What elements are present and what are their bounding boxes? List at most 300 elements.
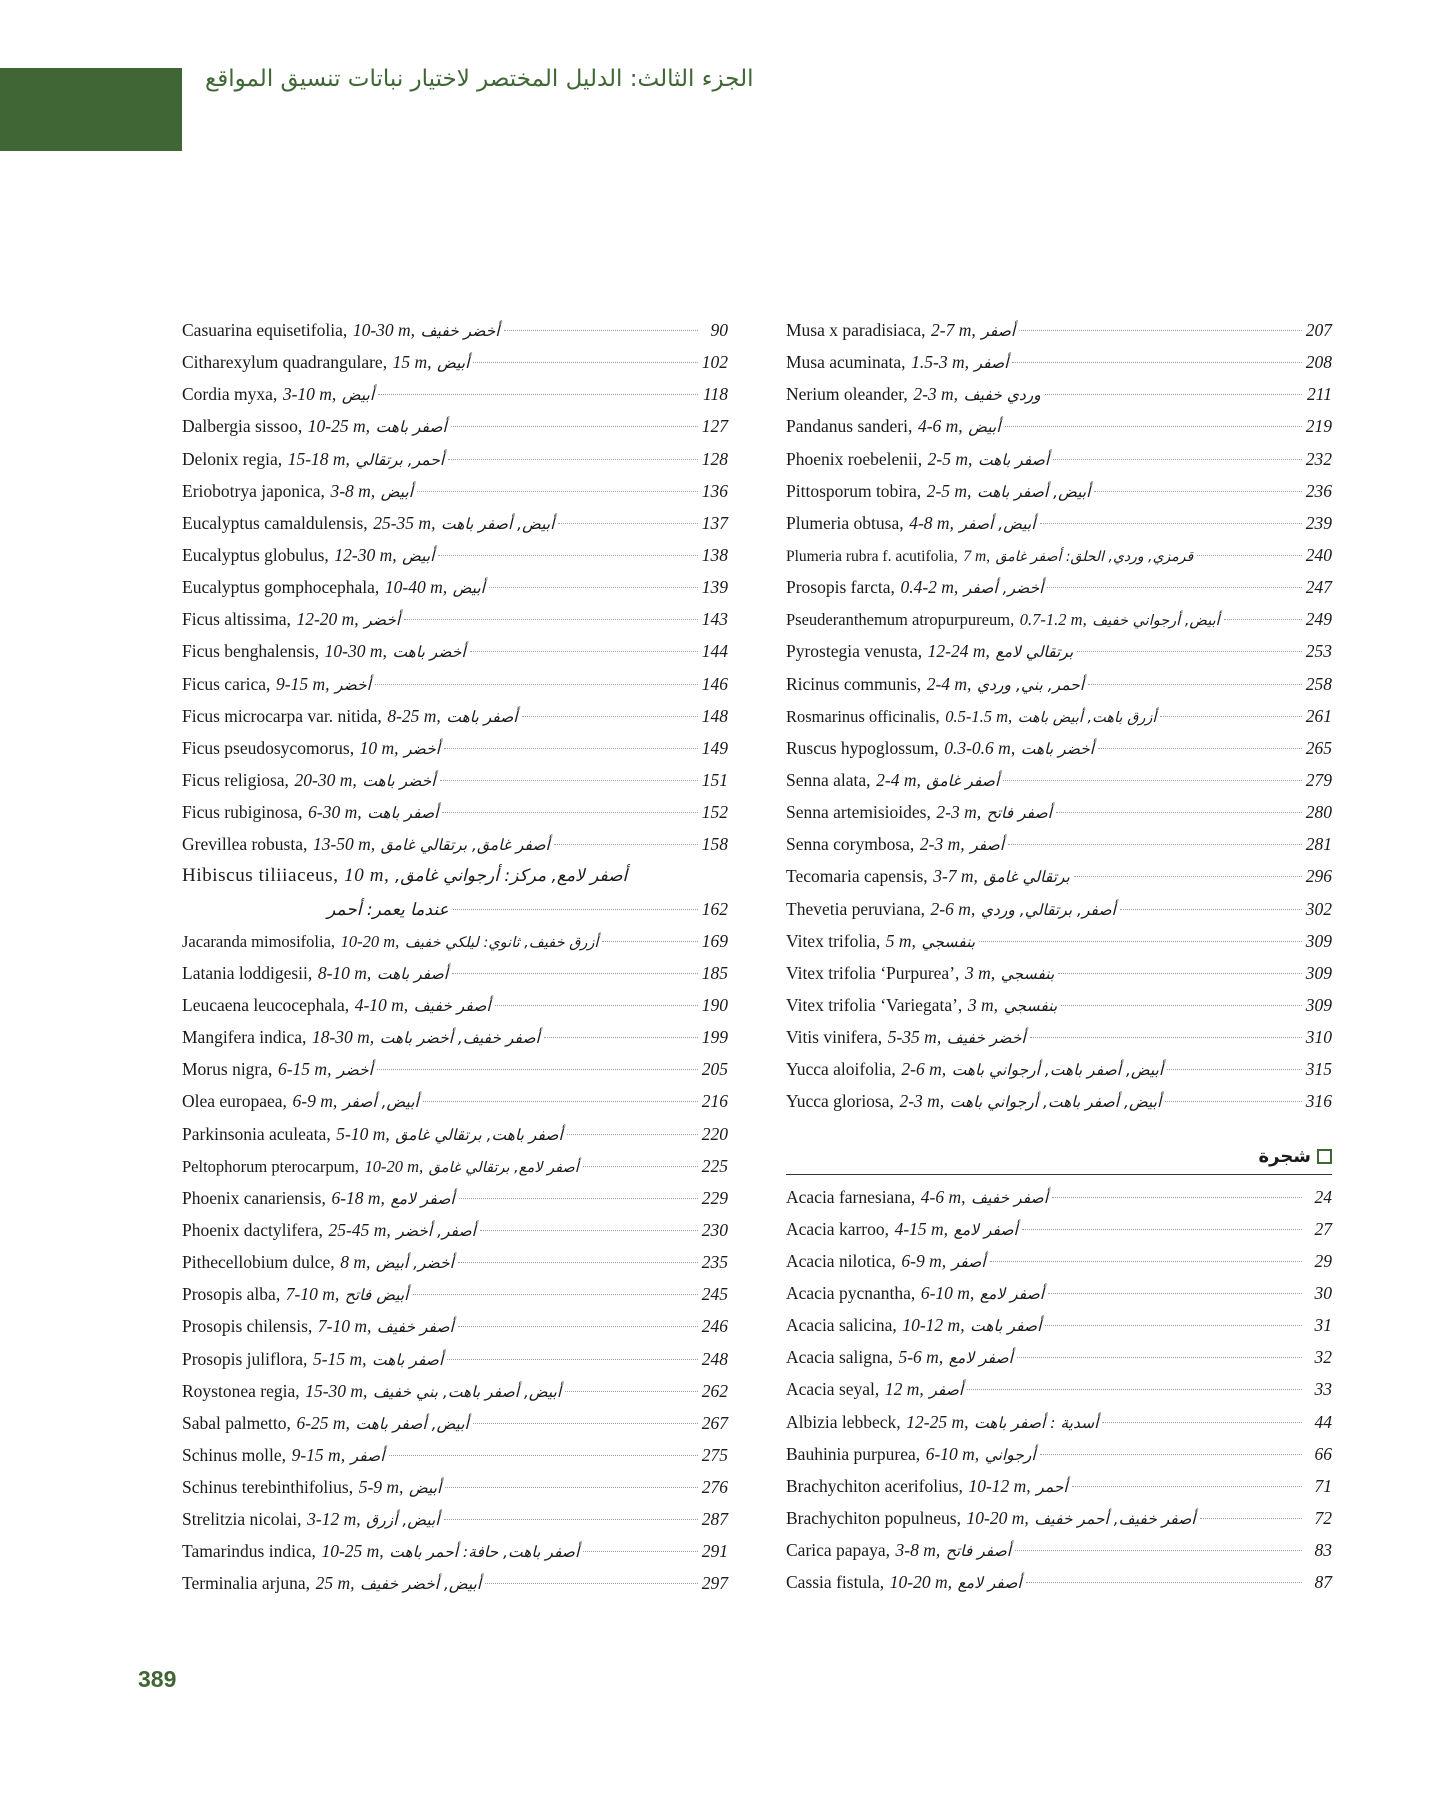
page-ref: 253 [1305, 641, 1332, 662]
page-ref: 239 [1305, 512, 1332, 533]
plant-name: Ficus carica, [182, 673, 271, 694]
plant-name: Ficus rubiginosa, [182, 802, 303, 823]
plant-size: 6-9 m, [292, 1091, 338, 1112]
index-entry [786, 1502, 1332, 1534]
chapter-color-block [0, 68, 182, 151]
leader-dots [554, 844, 698, 845]
leader-dots [1015, 1550, 1302, 1551]
index-entry [786, 1277, 1332, 1309]
plant-size: 10-20 m, [340, 931, 400, 951]
plant-name: Pittosporum tobira, [786, 480, 922, 501]
index-entry [786, 764, 1332, 796]
plant-name: Vitex trifolia ‘Purpurea’, [786, 962, 960, 983]
plant-name: Latania loddigesii, [182, 962, 313, 983]
plant-color: أبيض [380, 482, 414, 501]
page-ref: 102 [701, 352, 728, 373]
page-ref: 143 [701, 609, 728, 630]
plant-color: أبيض, أرجواني خفيف [1092, 613, 1220, 630]
plant-color: برتقالي لامع [995, 643, 1074, 662]
plant-size: 12 m, [884, 1379, 924, 1400]
plant-size: 3-8 m, [895, 1540, 941, 1561]
plant-name: Phoenix roebelenii, [786, 448, 923, 469]
leader-dots [413, 1294, 698, 1295]
page-ref: 291 [701, 1541, 728, 1562]
leader-dots [453, 909, 698, 910]
index-entry [182, 989, 728, 1021]
index-entry [182, 925, 728, 957]
page-ref: 148 [701, 705, 728, 726]
plant-color: أصفر [929, 1381, 964, 1400]
plant-size: 3 m, [964, 962, 996, 983]
index-entry [786, 475, 1332, 507]
leader-dots [1019, 330, 1302, 331]
plant-size: 6-10 m, [925, 1443, 980, 1464]
plant-name: Phoenix dactylifera, [182, 1219, 323, 1240]
page-ref: 146 [701, 673, 728, 694]
leader-dots [990, 1261, 1302, 1262]
plant-size: 18-30 m, [311, 1027, 375, 1048]
plant-name: Casuarina equisetifolia, [182, 320, 348, 340]
plant-name: Sabal palmetto, [182, 1412, 291, 1433]
plant-name: Tamarindus indica, [182, 1541, 316, 1562]
plant-color: أصفر فاتح [986, 804, 1052, 823]
plant-color: أصفر باهت [375, 418, 447, 437]
leader-dots [1003, 780, 1301, 781]
index-entry [182, 1503, 728, 1535]
plant-color: أصفر لامع [948, 1349, 1013, 1368]
page-ref: 235 [701, 1252, 728, 1273]
plant-size: 12-20 m, [296, 609, 359, 630]
leader-dots [1224, 619, 1302, 620]
index-entry [182, 1310, 728, 1342]
page-ref: 267 [701, 1412, 728, 1433]
leader-dots [470, 651, 698, 652]
section-heading-tree [786, 1140, 1332, 1175]
index-entry [786, 1438, 1332, 1470]
leader-dots [583, 1166, 698, 1167]
index-entry [182, 1085, 728, 1117]
leader-dots [447, 1359, 697, 1360]
page-ref: 296 [1305, 866, 1332, 887]
plant-color: أبيض, أصفر باهت [355, 1414, 469, 1433]
plant-name: Prosopis juliflora, [182, 1348, 308, 1369]
plant-color: أخضر باهت [1020, 739, 1095, 758]
plant-name: Parkinsonia aculeata, [182, 1123, 331, 1144]
page-ref: 199 [701, 1027, 728, 1048]
page-ref: 261 [1305, 705, 1332, 726]
leader-dots [1017, 1357, 1302, 1358]
page-ref: 158 [701, 834, 728, 855]
plant-name: Yucca gloriosa, [786, 1091, 894, 1112]
plant-color: أصفر خفيف [971, 1188, 1049, 1207]
index-entry [182, 828, 728, 860]
plant-color: أخضر, أصفر [963, 579, 1044, 598]
index-entry [182, 539, 728, 571]
plant-name: Hibiscus tiliiaceus, [182, 865, 339, 887]
index-entry [182, 378, 728, 410]
plant-size: 0.4-2 m, [900, 577, 959, 598]
left-entries-a [182, 314, 728, 860]
plant-size: 15 m, [392, 352, 432, 373]
plant-name: Plumeria obtusa, [786, 512, 904, 533]
plant-name: Prosopis chilensis, [182, 1316, 313, 1337]
page-ref: 236 [1305, 480, 1332, 501]
tree-entries [786, 1181, 1332, 1599]
leader-dots [1197, 555, 1302, 556]
index-entry [786, 1566, 1332, 1598]
index-entry [786, 410, 1332, 442]
plant-size: 15-18 m, [287, 448, 350, 469]
leader-dots [1120, 909, 1302, 910]
page-ref: 245 [701, 1284, 728, 1305]
leader-dots [1058, 973, 1301, 974]
plant-color: أصفر, أخضر [396, 1221, 476, 1240]
index-entry [182, 635, 728, 667]
plant-color: أصفر باهت [977, 450, 1050, 469]
plant-name: Ficus microcarpa var. nitida, [182, 705, 382, 726]
plant-size: 10-12 m, [968, 1475, 1031, 1496]
index-entry [786, 1534, 1332, 1566]
index-entry [786, 314, 1332, 346]
plant-color: أصفر فاتح [945, 1542, 1012, 1561]
plant-color: أصفر [974, 354, 1009, 373]
leader-dots [1047, 587, 1301, 588]
leader-dots [389, 1455, 698, 1456]
index-entry [182, 507, 728, 539]
leader-dots [377, 1069, 698, 1070]
plant-color: أصفر لامع, برتقالي غامق [428, 1159, 579, 1176]
plant-name: Delonix regia, [182, 448, 283, 469]
plant-name: Carica papaya, [786, 1540, 890, 1561]
plant-name: Eucalyptus globulus, [182, 544, 329, 565]
page-ref: 44 [1314, 1411, 1332, 1432]
leader-dots [375, 684, 698, 685]
leader-dots [489, 587, 698, 588]
plant-name: Acacia seyal, [786, 1379, 880, 1400]
plant-name: Ficus altissima, [182, 609, 291, 630]
plant-name: Ruscus hypoglossum, [786, 737, 939, 758]
plant-size: 10-25 m, [307, 416, 371, 437]
plant-color: أصفر [970, 836, 1005, 855]
plant-name: Schinus molle, [182, 1444, 287, 1465]
index-entry [786, 1309, 1332, 1341]
plant-name: Senna corymbosa, [786, 834, 915, 855]
leader-dots [1008, 844, 1302, 845]
index-entry [786, 700, 1332, 732]
page-ref: 249 [1305, 609, 1332, 630]
plant-size: 8-10 m, [317, 962, 372, 983]
plant-name: Yucca aloifolia, [786, 1059, 896, 1080]
page-ref: 205 [701, 1059, 728, 1080]
page-ref: 33 [1314, 1379, 1332, 1400]
plant-name: Eucalyptus gomphocephala, [182, 577, 380, 598]
plant-name: Ricinus communis, [786, 673, 922, 694]
plant-color: أصفر لامع [957, 1574, 1022, 1593]
plant-size: 12-25 m, [906, 1411, 969, 1432]
plant-color: بنفسجي [1000, 964, 1055, 983]
plant-color: أصفر [350, 1446, 385, 1465]
plant-color: أبيض, أصفر باهت, بني خفيف [372, 1382, 562, 1401]
plant-color: أبيض [408, 1479, 442, 1498]
plant-color: أصفر لامع [979, 1284, 1045, 1303]
index-entry [786, 346, 1332, 378]
plant-color: أصفر باهت [376, 964, 449, 983]
leader-dots [1072, 1486, 1302, 1487]
plant-color: أصفر غامق, برتقالي غامق [380, 836, 550, 855]
plant-size: 4-15 m, [894, 1218, 949, 1239]
page-ref: 309 [1305, 962, 1332, 983]
plant-color: أبيض [437, 354, 470, 373]
leader-dots [1052, 1197, 1302, 1198]
page-ref: 297 [701, 1573, 728, 1594]
index-entry [182, 1118, 728, 1150]
plant-size: 10 m, [344, 865, 390, 887]
plant-size: 10 m, [359, 737, 399, 758]
plant-name: Strelitzia nicolai, [182, 1509, 302, 1530]
plant-size: 8 m, [340, 1252, 371, 1273]
plant-name: Prosopis farcta, [786, 577, 895, 598]
plant-name: Musa acuminata, [786, 352, 906, 373]
plant-size: 12-24 m, [927, 641, 990, 662]
index-entry [786, 1085, 1332, 1117]
index-entry [786, 989, 1332, 1021]
plant-size: 6-25 m, [296, 1412, 350, 1433]
page-ref: 66 [1314, 1443, 1332, 1464]
plant-name: Leucaena leucocephala, [182, 994, 350, 1015]
plant-size: 5-15 m, [313, 1348, 367, 1369]
leader-dots [1200, 1518, 1302, 1519]
plant-name: Grevillea robusta, [182, 834, 308, 855]
page-ref: 230 [701, 1219, 728, 1240]
leader-dots [448, 459, 698, 460]
page-ref: 71 [1314, 1475, 1332, 1496]
page-ref: 258 [1305, 673, 1332, 694]
plant-name: Senna artemisioides, [786, 802, 931, 823]
page-ref: 220 [701, 1123, 728, 1144]
leader-dots [1094, 491, 1301, 492]
plant-color: أصفر خفيف [376, 1318, 454, 1337]
plant-color: أصفر, برتقالي, وردي [980, 900, 1116, 919]
index-entry [182, 1343, 728, 1375]
page-ref: 185 [701, 962, 728, 983]
leader-dots [378, 394, 698, 395]
section-label: شجرة [1258, 1146, 1311, 1168]
page-number: 389 [138, 1666, 177, 1692]
leader-dots [967, 1389, 1302, 1390]
plant-size: 2-3 m, [919, 834, 965, 855]
page-ref: 316 [1305, 1091, 1332, 1112]
leader-dots [1040, 1454, 1302, 1455]
plant-color: أصفر باهت, برتقالي غامق [395, 1125, 563, 1144]
page-ref: 72 [1314, 1507, 1332, 1528]
plant-color: أبيض [968, 418, 1001, 437]
plant-name: Peltophorum pterocarpum, [182, 1156, 359, 1176]
plant-color: أزرق خفيف, ثانوي: ليلكي خفيف [404, 934, 599, 951]
plant-color: قرمزي, وردي, الحلق: أصفر غامق [995, 548, 1194, 565]
page-ref: 219 [1305, 416, 1332, 437]
plant-size: 2-3 m, [936, 802, 982, 823]
leader-dots [473, 362, 697, 363]
plant-color: أبيض, أصفر باهت, أرجواني باهت [949, 1093, 1162, 1112]
index-entry [182, 860, 728, 892]
plant-size: 3-10 m, [282, 384, 337, 405]
page-ref: 247 [1305, 577, 1332, 598]
index-entry [786, 1213, 1332, 1245]
plant-size: 2-7 m, [931, 320, 976, 340]
page-ref: 151 [701, 769, 728, 790]
plant-size: 4-6 m, [920, 1186, 966, 1207]
index-entry [786, 957, 1332, 989]
plant-color: أصفر باهت [446, 707, 518, 726]
plant-name: Prosopis alba, [182, 1284, 281, 1305]
page-ref: 27 [1314, 1218, 1332, 1239]
plant-size: 0.5-1.5 m, [945, 706, 1013, 726]
plant-size: 4-10 m, [354, 994, 409, 1015]
page-ref: 190 [701, 994, 728, 1015]
leader-dots [1098, 748, 1302, 749]
leader-dots [1048, 1293, 1302, 1294]
page-ref: 208 [1305, 352, 1332, 373]
leader-dots [444, 748, 698, 749]
plant-name: Rosmarinus officinalis, [786, 706, 940, 726]
plant-color: أخضر, أبيض [375, 1254, 454, 1273]
plant-size: 7-10 m, [317, 1316, 372, 1337]
page-ref: 280 [1305, 802, 1332, 823]
plant-name: Acacia farnesiana, [786, 1186, 916, 1207]
plant-name: Jacaranda mimosifolia, [182, 931, 336, 951]
plant-size: 4-8 m, [909, 512, 954, 533]
page-ref: 276 [701, 1477, 728, 1498]
page-ref: 265 [1305, 737, 1332, 758]
index-entry [182, 1150, 728, 1182]
index-entry [182, 764, 728, 796]
page-ref: 149 [701, 737, 728, 758]
plant-size: 5-10 m, [336, 1123, 390, 1144]
plant-color: أبيض, أزرق [366, 1511, 440, 1530]
plant-size: 5-9 m, [358, 1477, 404, 1498]
plant-name: Brachychiton populneus, [786, 1507, 961, 1528]
index-entry [182, 1407, 728, 1439]
plant-name: Senna alata, [786, 769, 871, 790]
plant-name: Ficus religiosa, [182, 769, 289, 790]
plant-size: 2-6 m, [930, 898, 976, 919]
leader-dots [451, 426, 698, 427]
plant-size: 6-15 m, [277, 1059, 332, 1080]
page-ref: 229 [701, 1187, 728, 1208]
leader-dots [1056, 812, 1302, 813]
plant-size: 9-15 m, [291, 1444, 346, 1465]
plant-color: أبيض, أصفر باهت [977, 482, 1091, 501]
plant-color: أبيض [341, 386, 375, 405]
plant-size: 0.3-0.6 m, [944, 737, 1016, 758]
plant-color: أصفر خفيف, أحمر خفيف [1034, 1509, 1196, 1528]
leader-dots [558, 523, 697, 524]
index-entry [182, 1439, 728, 1471]
plant-size: 2-3 m, [899, 1091, 945, 1112]
plant-color: أرجواني [984, 1445, 1036, 1464]
leader-dots [423, 1101, 698, 1102]
page-ref: 31 [1314, 1315, 1332, 1336]
page-ref: 207 [1305, 320, 1332, 340]
index-entry [182, 571, 728, 603]
plant-color: أخضر خفيف [420, 322, 500, 340]
plant-color: أصفر خفيف [413, 996, 491, 1015]
right-column [786, 314, 1332, 1598]
plant-color: وردي خفيف [963, 386, 1041, 405]
plant-name: Pseuderanthemum atropurpureum, [786, 610, 1015, 630]
plant-name: Vitex trifolia ‘Variegata’, [786, 994, 963, 1015]
index-entry [182, 700, 728, 732]
plant-name: Eucalyptus camaldulensis, [182, 512, 368, 533]
plant-name: Plumeria rubra f. acutifolia, [786, 547, 958, 565]
plant-name: Morus nigra, [182, 1059, 273, 1080]
plant-size: 10-12 m, [902, 1315, 965, 1336]
plant-color: أبيض, أصفر [342, 1093, 419, 1112]
plant-size: 10-20 m, [364, 1156, 424, 1176]
plant-color: بنفسجي [1003, 996, 1058, 1015]
plant-color: أبيض, أصفر باهت [441, 514, 555, 533]
plant-name: Phoenix canariensis, [182, 1187, 326, 1208]
leader-dots [979, 941, 1302, 942]
index-entry [182, 1021, 728, 1053]
plant-color: أصفر لامع [953, 1220, 1018, 1239]
index-entry [182, 796, 728, 828]
page-ref: 90 [710, 320, 728, 340]
plant-name: Roystonea regia, [182, 1380, 300, 1401]
leader-dots [1102, 1422, 1302, 1423]
index-entry [182, 443, 728, 475]
index-entry [786, 1341, 1332, 1373]
leader-dots [1061, 1005, 1302, 1006]
plant-size: 8-25 m, [387, 705, 441, 726]
plant-size: 9-15 m, [276, 673, 330, 694]
leader-dots [1022, 1229, 1302, 1230]
plant-size: 6-10 m, [920, 1282, 975, 1303]
plant-name: Vitex trifolia, [786, 930, 881, 951]
index-entry [182, 957, 728, 989]
plant-color: برتقالي غامق [983, 868, 1070, 887]
plant-name: Schinus terebinthifolius, [182, 1477, 354, 1498]
plant-size: 10-30 m, [324, 641, 387, 662]
page-ref: 225 [701, 1155, 728, 1176]
index-entry [182, 1375, 728, 1407]
plant-name: Ficus pseudosycomorus, [182, 737, 355, 758]
plant-color: بنفسجي [921, 932, 976, 951]
left-entries-b [182, 925, 728, 1600]
leader-dots [1088, 684, 1302, 685]
leader-dots [1005, 426, 1302, 427]
plant-color: أحمر, برتقالي [355, 450, 445, 469]
plant-size: 2-5 m, [927, 448, 973, 469]
plant-color: أصفر باهت [970, 1317, 1042, 1336]
plant-color: أخضر [364, 611, 401, 630]
leader-dots [404, 619, 698, 620]
plant-name: Pyrostegia venusta, [786, 641, 923, 662]
plant-size: 25-45 m, [328, 1219, 391, 1240]
leader-dots [1030, 1037, 1302, 1038]
plant-color: أبيض [452, 579, 485, 598]
leader-dots [602, 941, 697, 942]
index-entry [786, 635, 1332, 667]
index-entry [182, 314, 728, 346]
page-ref: 287 [701, 1509, 728, 1530]
index-entry [786, 893, 1332, 925]
index-entry [182, 410, 728, 442]
plant-size: 25-35 m, [373, 512, 436, 533]
plant-name: Vitis vinifera, [786, 1027, 883, 1048]
leader-dots [1165, 1101, 1301, 1102]
plant-color: أصفر باهت, حافة: أحمر باهت [389, 1543, 580, 1562]
